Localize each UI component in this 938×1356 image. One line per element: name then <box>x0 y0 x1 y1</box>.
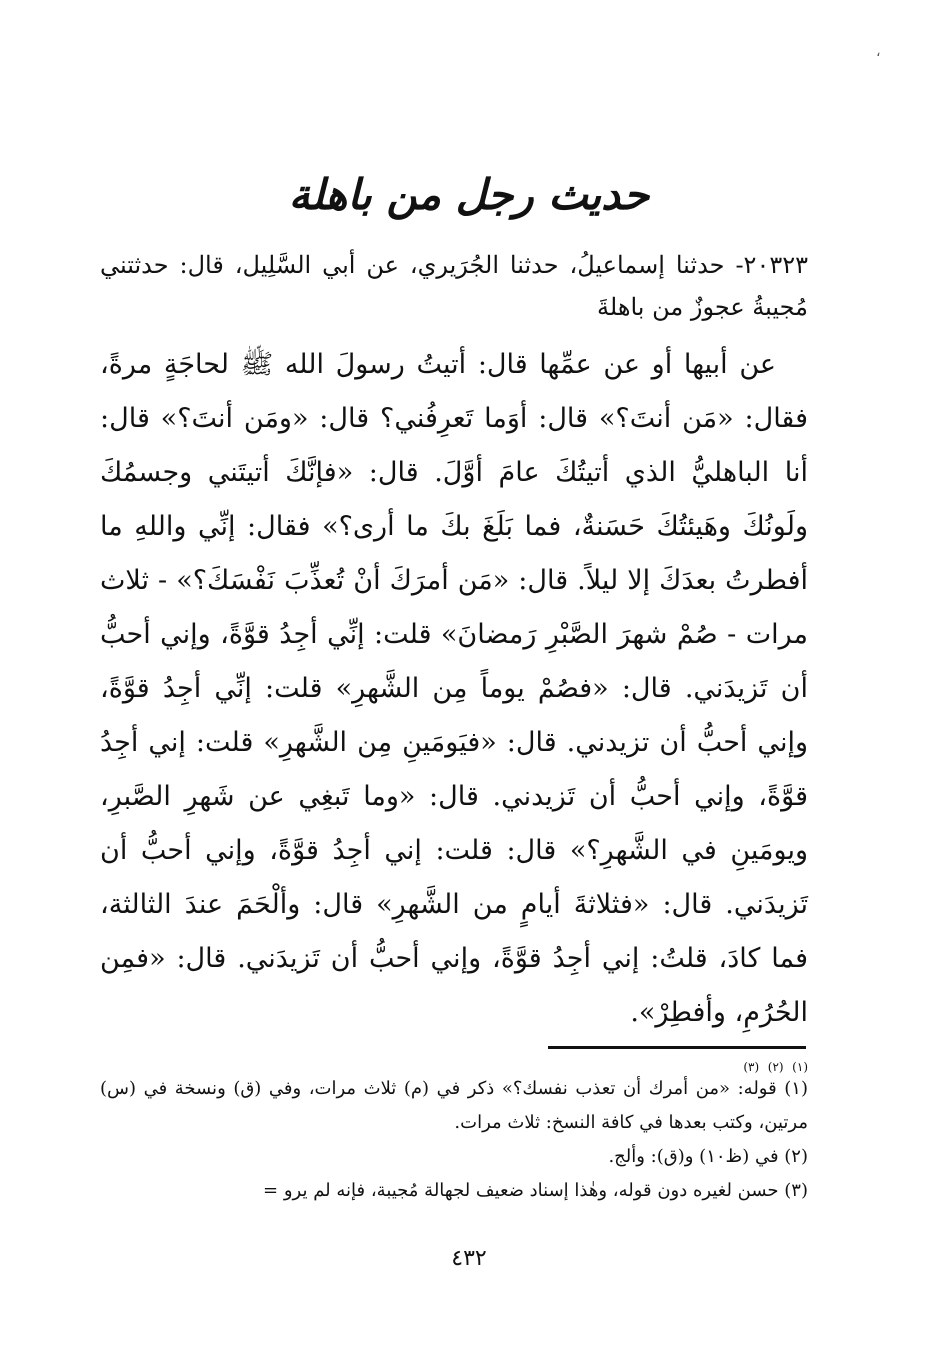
footnote-mark-2: (٢) <box>767 1060 784 1074</box>
footnotes <box>100 1072 808 1208</box>
footnote-divider <box>548 1046 806 1049</box>
footnote-2: (٢) في (ظ١٠) و(ق): وألج. <box>608 1146 808 1167</box>
corner-mark: ، <box>876 44 881 60</box>
hadith-isnad: حدثنا إسماعيلُ، حدثنا الجُرَيري، عن أبي السَّلِيل، قال: حدثتني مُجيبةُ عجوزٌ من باهلةَ <box>100 251 808 321</box>
footnote-3: (٣) حسن لغيره دون قوله، وهٰذا إسناد ضعيف لجهالة مُجيبة، فإنه لم يرو = <box>263 1180 808 1201</box>
footnote-mark-3: (٣) <box>743 1060 760 1074</box>
footnote-1: (١) قوله: «من أمرك أن تعذب نفسك؟» ذكر في (م) ثلاث مرات، وفي (ق) ونسخة في (س) مرتين، وكتب بعدها في كافة النسخ: ثلاث مرات. <box>100 1078 808 1133</box>
hadith-matn: عن أبيها أو عن عمِّها قال: أتيتُ رسولَ الله ﷺ لحاجَةٍ مرةً، فقال: «مَن أنتَ؟» قال: أوَما تَعرِفُني؟ قال: «ومَن أنتَ؟» قال: أنا الباهليُّ الذي أتيتُكَ عامَ أوَّلَ. قال: «فإنَّكَ أتيتَني وجسمُكَ ولَونُكَ وهَيئتُكَ حَسَنةٌ، فما بَلَغَ بكَ ما أرى؟» فقال: إنِّي واللهِ ما أفطرتُ بعدَكَ إلا ليلاً. قال: «مَن أمرَكَ أنْ تُعذِّبَ نَفْسَكَ؟» - ثلاث مرات - صُمْ شهرَ الصَّبْرِ رَمضانَ» قلت: إنِّي أجِدُ قوَّةً، وإني أحبُّ أن تَزيدَني. قال: «فصُمْ يوماً مِن الشَّهرِ» قلت: إنِّي أجِدُ قوَّةً، وإني أحبُّ أن تزيدني. قال: «فيَومَينِ مِن الشَّهرِ» قلت: إني أجِدُ قوَّةً، وإني أحبُّ أن تَزيدني. قال: «وما تَبغِي عن شَهرِ الصَّبرِ، ويومَينِ في الشَّهرِ؟» قال: قلت: إني أجِدُ قوَّةً، وإني أحبُّ أن تَزيدَني. قال: «فثلاثةَ أيامٍ من الشَّهرِ» قال: وألْحَمَ عندَ الثالثة، فما كادَ، قلتُ: إني أجِدُ قوَّةً، وإني أحبُّ أن تَزيدَني. قال: «فمِن الحُرُمِ، وأفطِرْ». <box>100 349 809 1028</box>
chapter-title: حديث رجل من باهلة <box>288 170 650 219</box>
hadith-number: ٢٠٣٢٣- <box>735 251 808 279</box>
footnote-mark-1: (١) <box>792 1060 808 1074</box>
hadith-body <box>100 338 808 1100</box>
hadith-header <box>100 244 808 328</box>
page-number: ٤٣٢ <box>451 1246 487 1271</box>
